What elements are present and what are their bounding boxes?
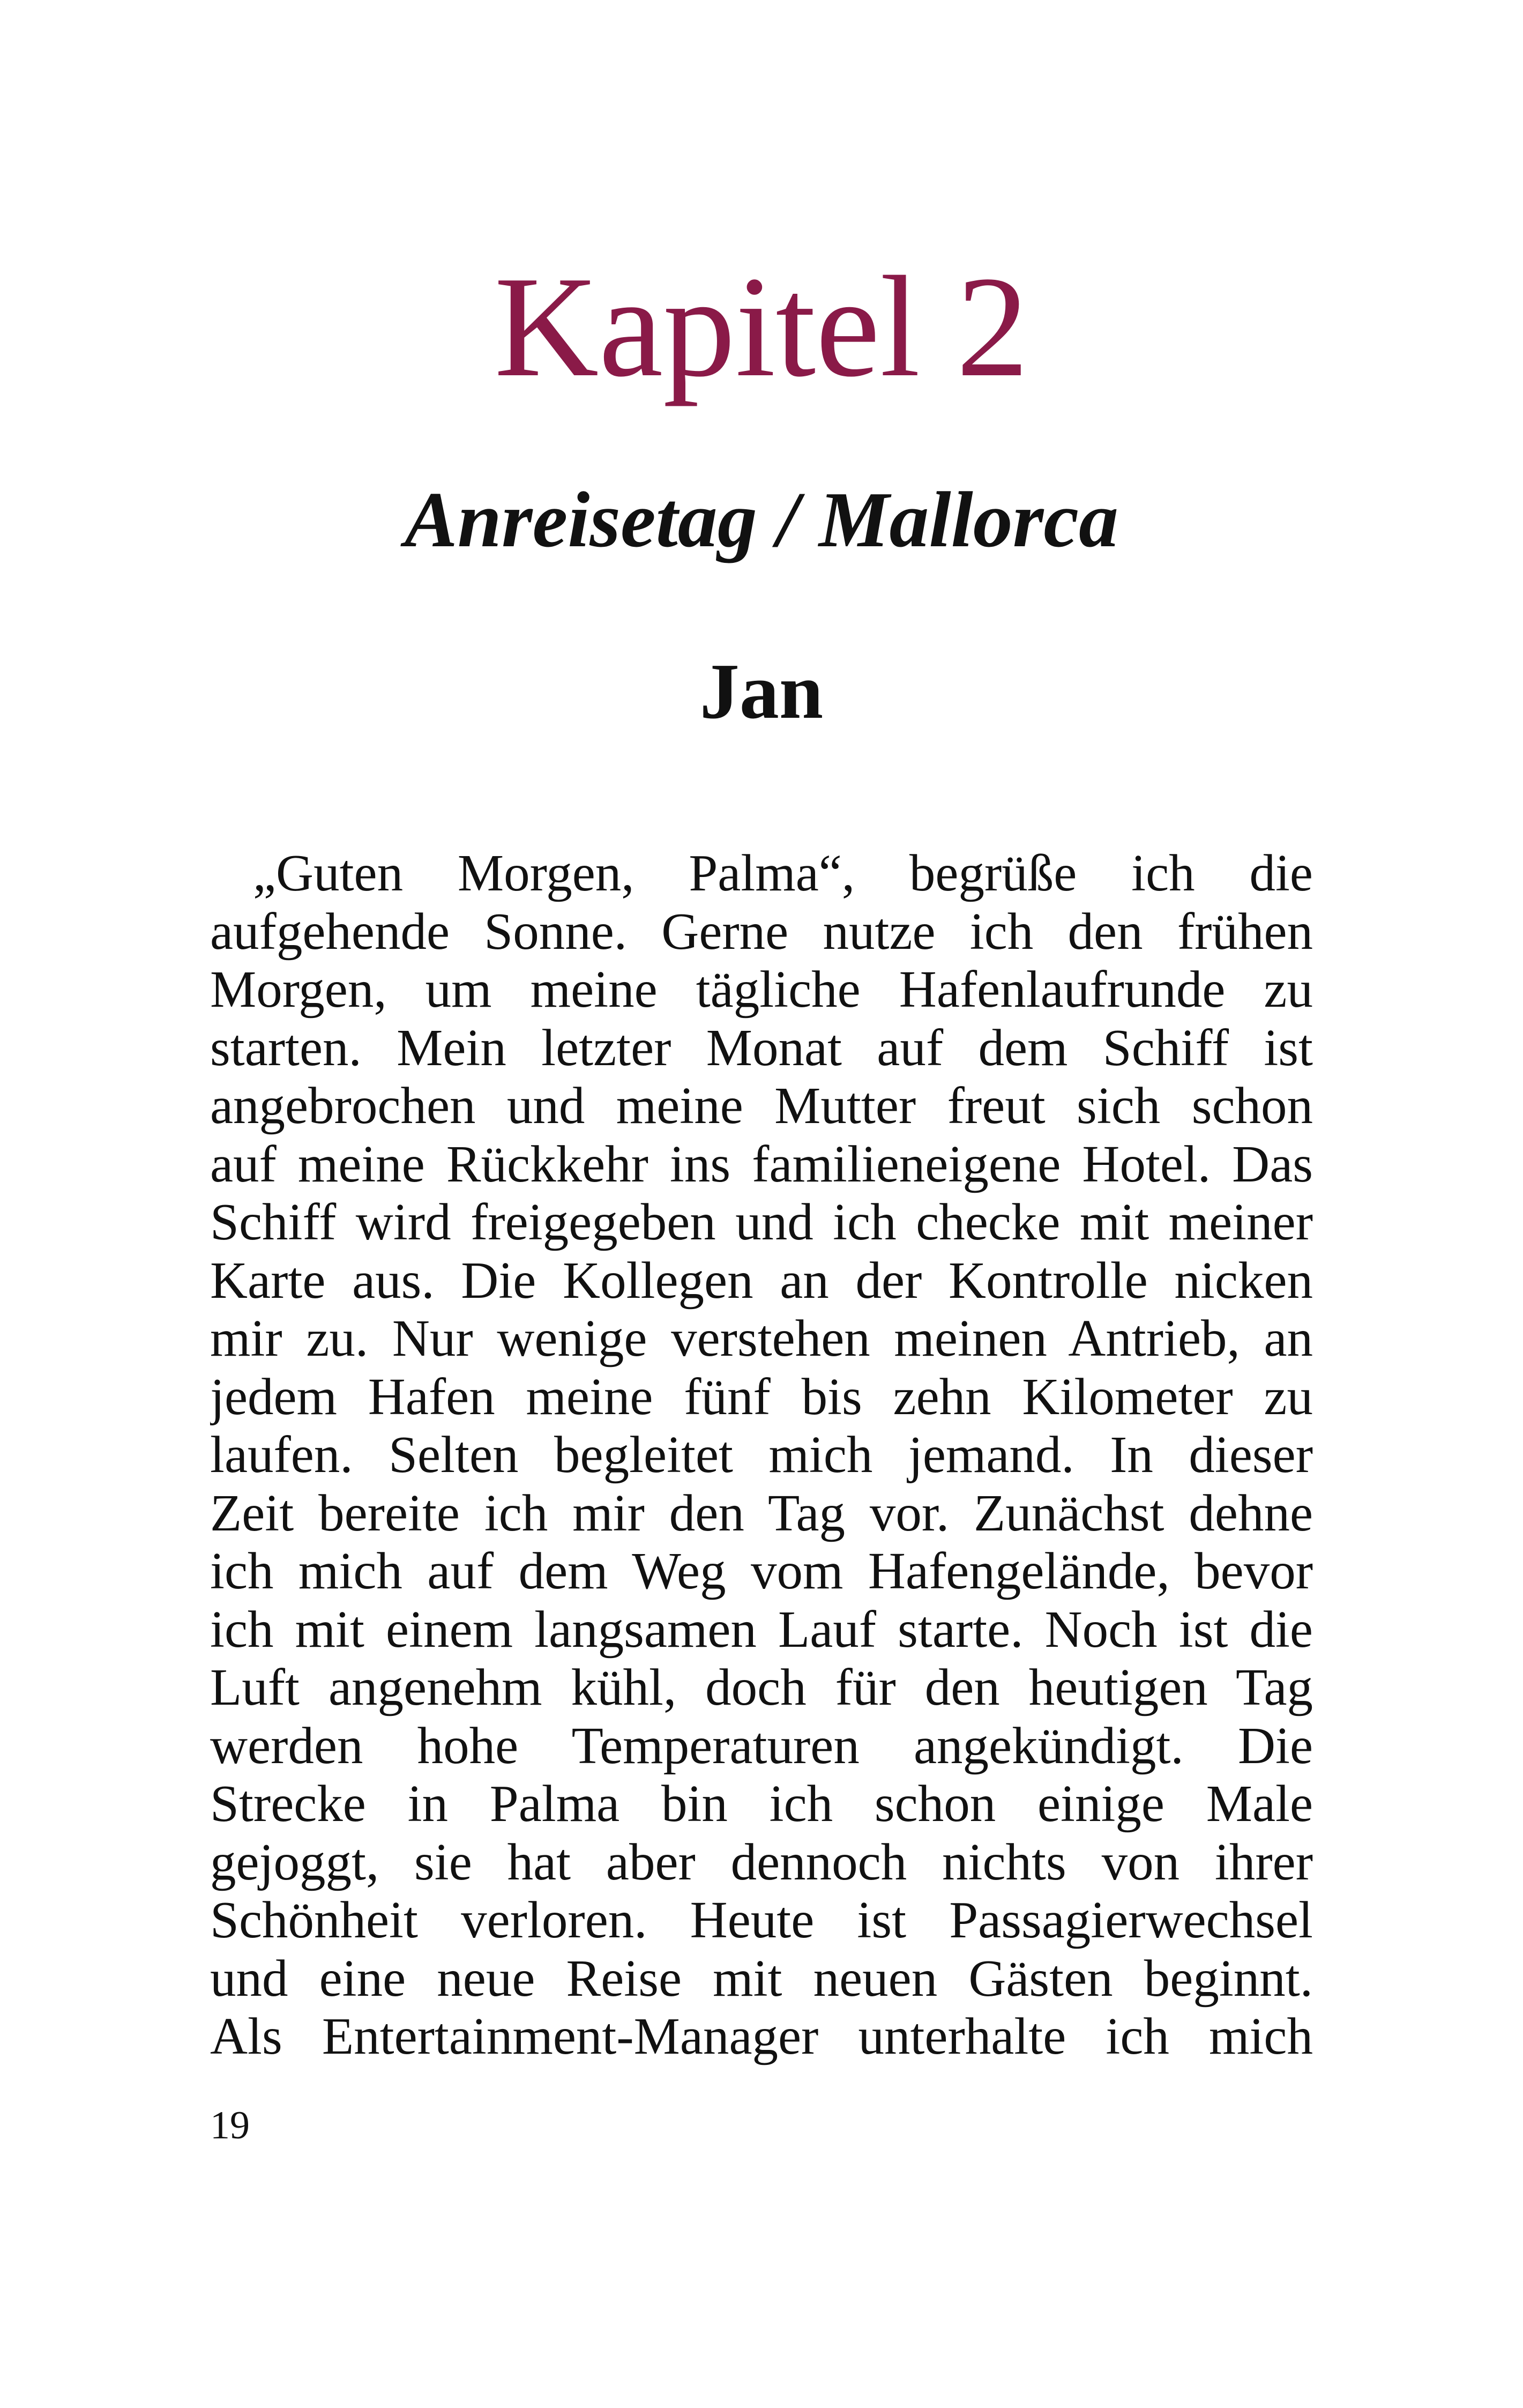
text-line: Zeit bereite ich mir den Tag vor. Zunächst dehne: [210, 1484, 1313, 1542]
text-line: Luft angenehm kühl, doch für den heutigen Tag: [210, 1659, 1313, 1716]
text-line: ich mich auf dem Weg vom Hafengelände, bevor: [210, 1542, 1313, 1600]
pov-character-name: Jan: [699, 648, 824, 735]
text-line: Strecke in Palma bin ich schon einige Male: [210, 1775, 1313, 1832]
text-line: angebrochen und meine Mutter freut sich schon: [210, 1077, 1313, 1134]
text-line: Karte aus. Die Kollegen an der Kontrolle nicken: [210, 1251, 1313, 1309]
body-text: [210, 844, 1313, 2066]
text-line: jedem Hafen meine fünf bis zehn Kilometer zu: [210, 1367, 1313, 1425]
text-line: „Guten Morgen, Palma“, begrüße ich die: [253, 844, 1313, 902]
text-line: Morgen, um meine tägliche Hafenlaufrunde zu: [210, 961, 1313, 1018]
text-line: laufen. Selten begleitet mich jemand. In dieser: [210, 1426, 1313, 1483]
chapter-subtitle: Anreisetag / Mallorca: [404, 476, 1119, 564]
text-line: werden hohe Temperaturen angekündigt. Die: [210, 1716, 1313, 1774]
text-line: aufgehende Sonne. Gerne nutze ich den frühen: [210, 902, 1313, 960]
text-line: und eine neue Reise mit neuen Gästen beginnt.: [210, 1949, 1313, 2007]
text-line: Als Entertainment-Manager unterhalte ich mich: [210, 2008, 1313, 2065]
text-line: ich mit einem langsamen Lauf starte. Noch ist die: [210, 1600, 1313, 1658]
text-line: auf meine Rückkehr ins familieneigene Hotel. Das: [210, 1135, 1313, 1193]
text-line: gejoggt, sie hat aber dennoch nichts von ihrer: [210, 1833, 1313, 1891]
text-line: starten. Mein letzter Monat auf dem Schiff ist: [210, 1019, 1313, 1076]
text-line: mir zu. Nur wenige verstehen meinen Antrieb, an: [210, 1310, 1313, 1367]
text-line: Schönheit verloren. Heute ist Passagierwechsel: [210, 1891, 1313, 1949]
text-line: Schiff wird freigegeben und ich checke mit meiner: [210, 1193, 1313, 1251]
page-number: 19: [210, 2104, 250, 2147]
chapter-title: Kapitel 2: [494, 247, 1029, 407]
